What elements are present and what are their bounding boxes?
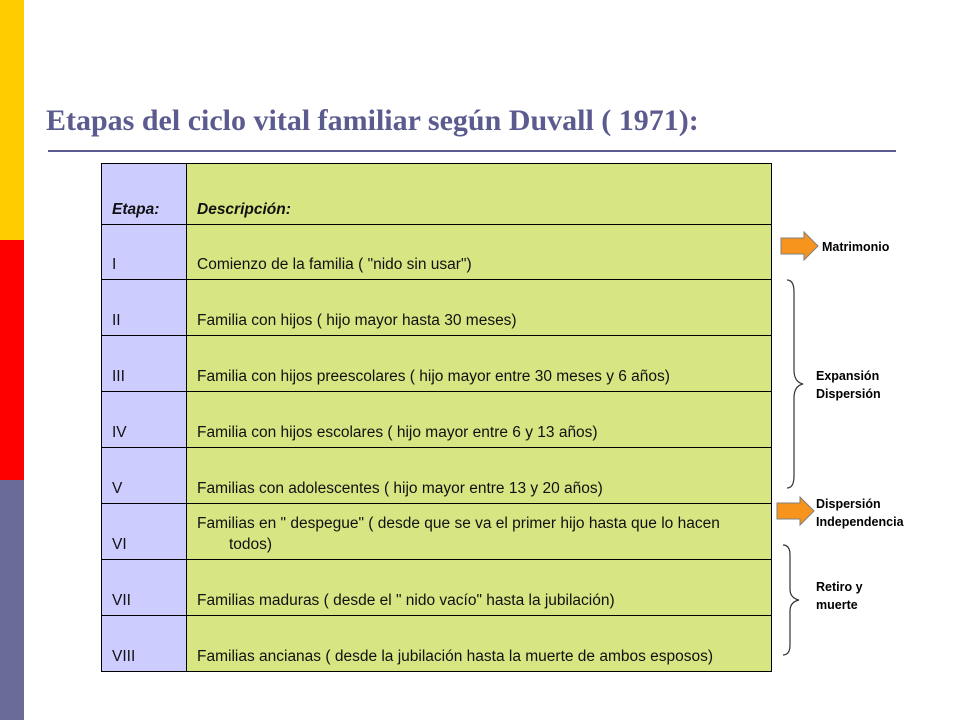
description-text: Familias en " despegue" ( desde que se va el primer hijo hasta que lo hacen todos) xyxy=(197,515,720,553)
table-row xyxy=(102,392,772,448)
label-expansion xyxy=(816,367,881,403)
label-expansion-line2: Dispersión xyxy=(816,387,881,401)
label-retiro-line1: Retiro y xyxy=(816,580,863,594)
description-cell xyxy=(187,392,772,448)
description-text: Comienzo de la familia ( "nido sin usar") xyxy=(197,256,472,273)
header-stage: Etapa: xyxy=(102,164,187,225)
table-row xyxy=(102,616,772,672)
stage-cell: V xyxy=(102,448,187,504)
label-retiro-line2: muerte xyxy=(816,598,858,612)
table-row xyxy=(102,336,772,392)
decor-bar-yellow xyxy=(0,0,24,240)
brace-expansion-icon xyxy=(785,278,807,490)
stage-cell: VII xyxy=(102,560,187,616)
table-header-row xyxy=(102,164,772,225)
table-row xyxy=(102,280,772,336)
description-text: Familia con hijos escolares ( hijo mayor entre 6 y 13 años) xyxy=(197,424,598,441)
decor-bar-slate xyxy=(0,480,24,720)
slide-title: Etapas del ciclo vital familiar según Duvall ( 1971): xyxy=(46,104,699,137)
header-description: Descripción: xyxy=(187,164,772,225)
label-retiro xyxy=(816,578,863,614)
description-text: Familias ancianas ( desde la jubilación hasta la muerte de ambos esposos) xyxy=(197,648,714,665)
description-cell xyxy=(187,448,772,504)
label-dispersion xyxy=(816,495,904,531)
description-cell xyxy=(187,336,772,392)
stage-cell: I xyxy=(102,225,187,280)
label-dispersion-line1: Dispersión xyxy=(816,497,881,511)
description-text: Familias con adolescentes ( hijo mayor entre 13 y 20 años) xyxy=(197,480,603,497)
stage-cell: VI xyxy=(102,504,187,560)
description-text: Familia con hijos preescolares ( hijo mayor entre 30 meses y 6 años) xyxy=(197,368,670,385)
label-dispersion-line2: Independencia xyxy=(816,515,904,529)
arrow-right-icon xyxy=(776,496,816,526)
description-cell xyxy=(187,560,772,616)
description-text: Familia con hijos ( hijo mayor hasta 30 meses) xyxy=(197,312,517,329)
description-cell xyxy=(187,616,772,672)
brace-retiro-icon xyxy=(781,543,803,657)
stage-cell: VIII xyxy=(102,616,187,672)
decor-bar-red xyxy=(0,240,24,480)
stage-cell: III xyxy=(102,336,187,392)
stage-cell: IV xyxy=(102,392,187,448)
table-row xyxy=(102,504,772,560)
stage-cell: II xyxy=(102,280,187,336)
stages-table xyxy=(101,163,772,672)
table-row xyxy=(102,448,772,504)
description-cell xyxy=(187,225,772,280)
label-matrimonio: Matrimonio xyxy=(822,240,890,254)
label-expansion-line1: Expansión xyxy=(816,369,880,383)
arrow-right-icon xyxy=(780,231,820,261)
title-underline xyxy=(48,150,896,152)
description-text: Familias maduras ( desde el " nido vacío" hasta la jubilación) xyxy=(197,592,615,609)
description-cell xyxy=(187,280,772,336)
table-row xyxy=(102,560,772,616)
table-row xyxy=(102,225,772,280)
description-cell xyxy=(187,504,772,560)
